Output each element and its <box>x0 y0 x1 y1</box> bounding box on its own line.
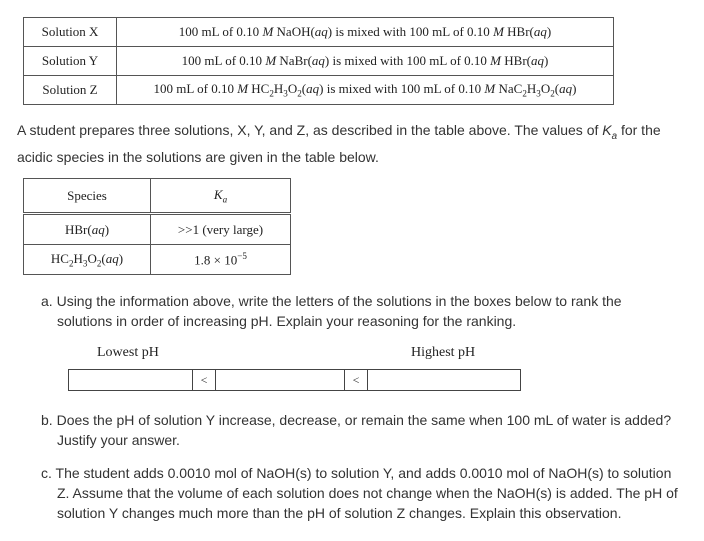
lowest-ph-label: Lowest pH <box>97 345 159 360</box>
solution-x-description: 100 mL of 0.10 M NaOH(aq) is mixed with 100 mL of 0.10 M HBr(aq) <box>117 18 614 47</box>
table-row <box>24 245 291 275</box>
table-row <box>24 214 291 245</box>
solution-z-label: Solution Z <box>24 76 117 105</box>
rank-box-3[interactable] <box>368 370 520 390</box>
table-row <box>24 76 614 105</box>
species-hbr: HBr(aq) <box>24 214 151 245</box>
solution-x-label: Solution X <box>24 18 117 47</box>
solution-z-description: 100 mL of 0.10 M $HC_2H_3O_2(aq)$ is mixed with 100 mL of 0.10 M $NaC_2H_3O_2(aq)$ <box>117 76 614 105</box>
less-than-symbol: < <box>344 370 368 390</box>
table-row <box>24 47 614 76</box>
rank-box-1[interactable] <box>69 370 192 390</box>
ka-hbr: >>1 (very large) <box>151 214 291 245</box>
solutions-table <box>23 17 614 105</box>
solution-y-label: Solution Y <box>24 47 117 76</box>
solution-y-description: 100 mL of 0.10 M NaBr(aq) is mixed with 100 mL of 0.10 M HBr(aq) <box>117 47 614 76</box>
rank-box-2[interactable] <box>216 370 344 390</box>
ka-header: $K_a$ <box>151 179 291 214</box>
species-acetic-acid: $HC_2H_3O_2(aq)$ <box>24 245 151 275</box>
highest-ph-label: Highest pH <box>411 345 476 360</box>
question-c: c. The student adds 0.0010 mol of NaOH(s) to solution Y, and adds 0.0010 mol of NaOH(s) to solution Z. Assume that the volume of each solution does not change when the NaOH(s) is added. The pH of solution Y changes much more than the pH of solution Z changes. Explain this observation. <box>41 465 678 521</box>
ka-table <box>23 178 291 275</box>
species-header: Species <box>24 179 151 214</box>
intro-paragraph: A student prepares three solutions, X, Y, and Z, as described in the table above. The values of $K_a$ for the acidic species in the solutions are given in the table below. <box>17 122 661 165</box>
table-header-row <box>24 179 291 214</box>
table-row <box>24 18 614 47</box>
ranking-boxes <box>68 369 521 391</box>
question-a: a. Using the information above, write the letters of the solutions in the boxes below to rank the solutions in order of increasing pH. Explain your reasoning for the ranking. <box>41 293 622 329</box>
ka-acetic-acid: $1.8 \times 10^{-5}$ <box>151 245 291 275</box>
question-b: b. Does the pH of solution Y increase, decrease, or remain the same when 100 mL of water is added? Justify your answer. <box>41 412 672 448</box>
less-than-symbol: < <box>192 370 216 390</box>
